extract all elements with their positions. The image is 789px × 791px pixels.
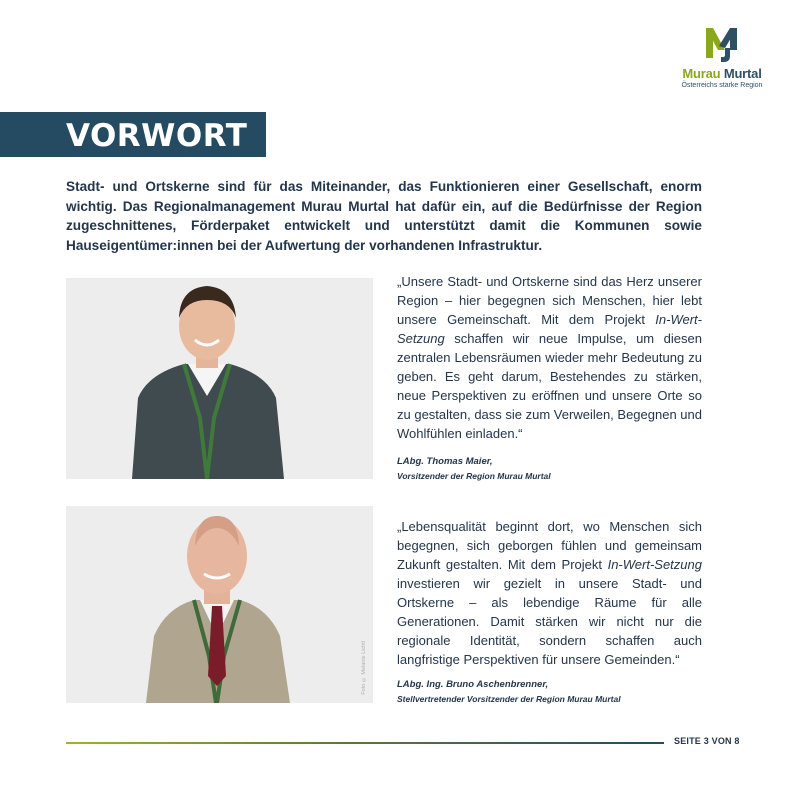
photo-credit: Foto © Melanie Lichtl [361, 641, 367, 695]
murau-murtal-logo-icon [703, 24, 741, 64]
quote-bruno-aschenbrenner: „Lebensqualität beginnt dort, wo Menschen sich begegnen, sich geborgen fühlen und gemeinsam Zukunft gestalten. Mit dem Projekt In-Wert-Setzung investieren wir gezielt in unsere Stadt- und Ortskerne – als lebendige Räume für alle Generationen. Damit stärken wir nicht nur die regionale Identität, sondern schaffen auch langfristige Perspektiven für unsere Gemeinden.“ [397, 519, 702, 667]
logo-tagline: Österreichs starke Region [681, 82, 763, 89]
page-title: VORWORT [66, 118, 248, 154]
intro-paragraph: Stadt- und Ortskerne sind für das Miteinander, das Funktionieren einer Gesellschaft, enorm wichtig. Das Regionalmanagement Murau Murtal hat dafür ein, auf die Bedürfnisse der Region zugeschnittenes, Förderpaket entwickelt und unterstützt damit die Kommunen sowie Hauseigentümer:innen bei der Aufwertung der vorhandenen Infrastruktur. [66, 179, 702, 253]
logo-name: Murau Murtal [682, 66, 762, 81]
signature-role: Vorsitzender der Region Murau Murtal [397, 471, 551, 481]
signature-bruno-aschenbrenner [397, 678, 621, 706]
page-number: SEITE 3 VON 8 [674, 736, 740, 746]
title-banner [0, 112, 266, 157]
signature-thomas-maier [397, 455, 551, 483]
quote-thomas-maier: „Unsere Stadt- und Ortskerne sind das Herz unserer Region – hier begegnen sich Menschen, hier lebt unsere Gemeinschaft. Mit dem Projekt In-Wert-Setzung schaffen wir neue Impulse, um diesen zentralen Lebensräumen wieder mehr Bedeutung zu geben. Es geht darum, Bestehendes zu stärken, neue Perspektiven zu eröffnen und unsere Orte so zu gestalten, dass sie zum Verweilen, Begegnen und Wohlfühlen einladen.“ [397, 274, 702, 441]
footer-divider [66, 742, 664, 744]
portrait-photo-thomas-maier [66, 278, 373, 479]
region-logo [680, 24, 764, 89]
portrait-illustration [66, 506, 373, 703]
signature-name: LAbg. Thomas Maier, [397, 456, 493, 467]
signature-role: Stellvertretender Vorsitzender der Region Murau Murtal [397, 694, 621, 704]
portrait-photo-bruno-aschenbrenner [66, 506, 373, 703]
signature-name: LAbg. Ing. Bruno Aschenbrenner, [397, 679, 549, 690]
portrait-illustration [66, 278, 373, 479]
